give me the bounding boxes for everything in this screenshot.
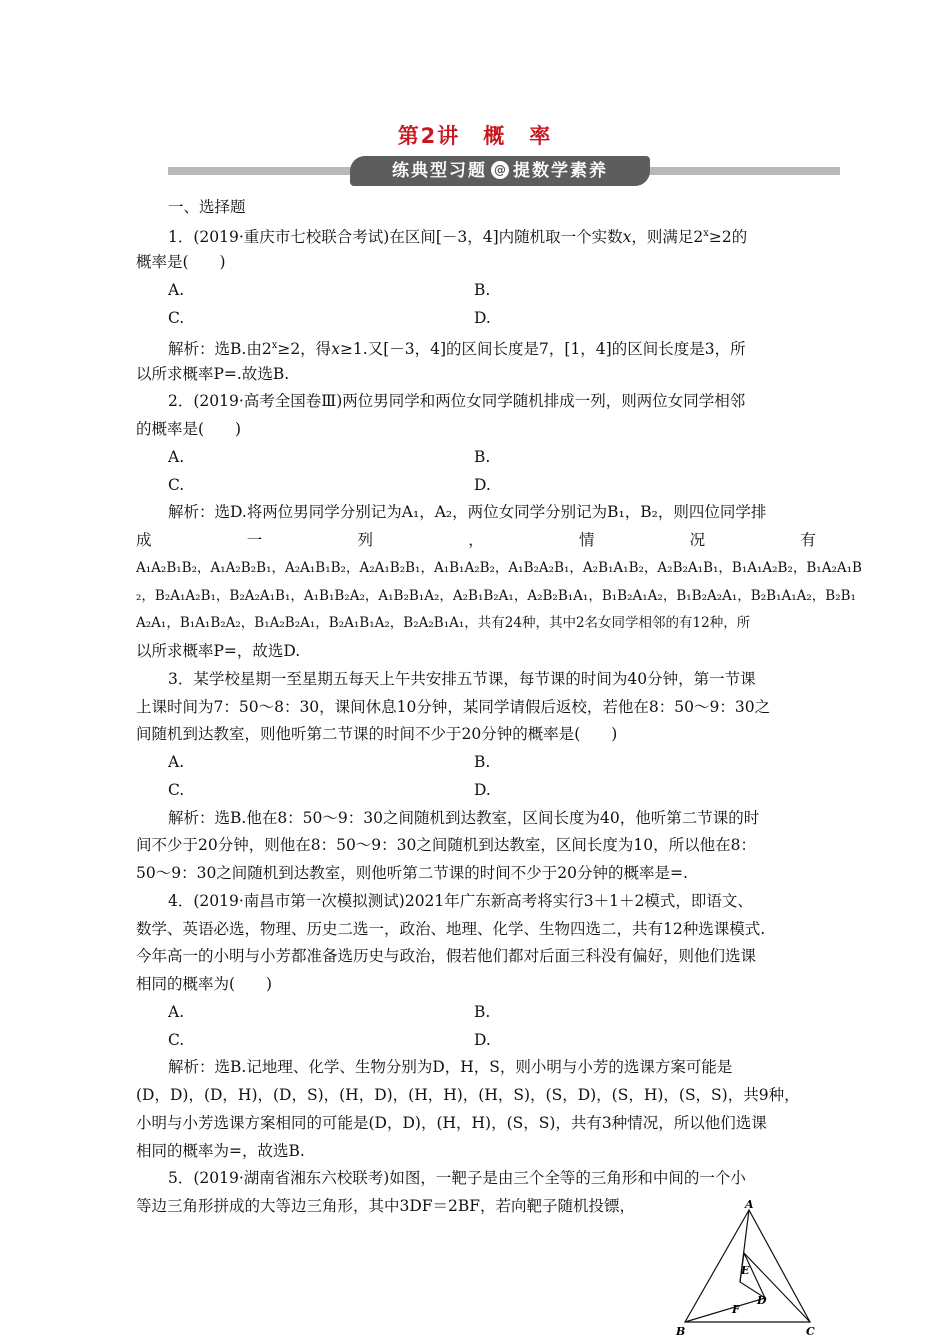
page-title: 第2讲 概 率 <box>397 124 553 148</box>
label-b: B <box>676 1325 686 1338</box>
q1-line2: 概率是( ) <box>136 253 226 271</box>
q2-line2: 的概率是( ) <box>136 420 242 438</box>
label-c: C <box>806 1325 815 1338</box>
q2-option-c: C. <box>168 476 185 494</box>
q1-option-a: A. <box>168 281 185 299</box>
banner-right: 提数学素养 <box>513 161 608 181</box>
q4-line1: 4．(2019·南昌市第一次模拟测试)2021年广东新高考将实行3＋1＋2模式，即语文、 <box>168 892 753 910</box>
q4-option-d: D. <box>474 1031 491 1049</box>
triangle-figure <box>670 1198 830 1344</box>
q2-option-a: A. <box>168 448 185 466</box>
q4-solution-line1: 解析：选B.记地理、化学、生物分别为D，H，S，则小明与小芳的选课方案可能是 <box>168 1058 733 1076</box>
q4-solution-line3: 小明与小芳选课方案相同的可能是(D，D)，(H，H)，(S，S)，共有3种情况，所以他们选课 <box>136 1114 767 1132</box>
q2-solution-line2: 成 一 列 ， 情 况 有 <box>136 531 816 549</box>
banner-left: 练典型习题 <box>392 161 487 181</box>
label-a: A <box>745 1198 754 1211</box>
q4-solution-line2: (D，D)，(D，H)，(D，S)，(H，D)，(H，H)，(H，S)，(S，D)，(S，H)，(S，S)，共9种， <box>136 1086 800 1104</box>
q3-option-b: B. <box>474 753 491 771</box>
q3-option-a: A. <box>168 753 185 771</box>
banner-mid-icon: @ <box>491 161 509 179</box>
label-e: E <box>741 1264 750 1277</box>
q5-line1: 5．(2019·湖南省湘东六校联考)如图，一靶子是由三个全等的三角形和中间的一个小 <box>168 1169 746 1187</box>
q4-solution-line4: 相同的概率为=，故选B. <box>136 1142 305 1160</box>
q3-solution-line1: 解析：选B.他在8：50～9：30之间随机到达教室，区间长度为40，他听第二节课的时 <box>168 809 760 827</box>
q4-line2: 数学、英语必选，物理、历史二选一，政治、地理、化学、生物四选二，共有12种选课模式. <box>136 920 766 938</box>
q3-line2: 上课时间为7：50～8：30，课间休息10分钟，某同学请假后返校，若他在8：50～9：30之 <box>136 698 771 716</box>
q4-line4: 相同的概率为( ) <box>136 975 273 993</box>
q1-solution-line1: 解析：选B.由$2^x\ge 2$，得x≥1.又[－3，4]的区间长度是7，[1，4]的区间长度是3，所 <box>168 340 746 359</box>
q1-option-d: D. <box>474 309 491 327</box>
label-d: D <box>757 1294 767 1307</box>
section-heading: 一、选择题 <box>168 198 246 216</box>
q2-option-b: B. <box>474 448 491 466</box>
q4-line3: 今年高一的小明与小芳都准备选历史与政治，假若他们都对后面三科没有偏好，则他们选课 <box>136 947 757 965</box>
section-banner <box>168 156 840 186</box>
q1-option-b: B. <box>474 281 491 299</box>
q4-option-a: A. <box>168 1003 185 1021</box>
banner-pill <box>350 156 650 186</box>
q1-line1: 1．(2019·重庆市七校联合考试)在区间[－3，4]内随机取一个实数x，则满足$2^x\ge 2$的 <box>168 228 748 247</box>
q3-line3: 间随机到达教室，则他听第二节课的时间不少于20分钟的概率是( ) <box>136 725 618 743</box>
q3-option-c: C. <box>168 781 185 799</box>
q3-option-d: D. <box>474 781 491 799</box>
q3-solution-line3: 50～9：30之间随机到达教室，则他听第二节课的时间不少于20分钟的概率是=. <box>136 864 688 882</box>
q2-solution-line4: ₂，B₂A₁A₂B₁，B₂A₂A₁B₁，A₁B₁B₂A₂，A₁B₂B₁A₂，A₂B₁B₂A₁，A₂B₂B₁A₁，B₁B₂A₁A₂，B₁B₂A₂A₁，B₂B₁A₁A₂，B₂B₁ <box>136 588 856 604</box>
q4-option-b: B. <box>474 1003 491 1021</box>
label-f: F <box>732 1303 740 1316</box>
q2-option-d: D. <box>474 476 491 494</box>
q2-solution-line1: 解析：选D.将两位男同学分别记为A₁，A₂，两位女同学分别记为B₁，B₂，则四位同学排 <box>168 503 767 521</box>
q2-solution-line3: A₁A₂B₁B₂，A₁A₂B₂B₁，A₂A₁B₁B₂，A₂A₁B₂B₁，A₁B₁A₂B₂，A₁B₂A₂B₁，A₂B₁A₁B₂，A₂B₂A₁B₁，B₁A₁A₂B₂，B₁A₂A₁B <box>136 560 862 576</box>
q1-option-c: C. <box>168 309 185 327</box>
q5-line2: 等边三角形拼成的大等边三角形，其中3DF＝2BF，若向靶子随机投镖， <box>136 1197 636 1215</box>
q4-option-c: C. <box>168 1031 185 1049</box>
q2-solution-line5: A₂A₁，B₁A₁B₂A₂，B₁A₂B₂A₁，B₂A₁B₁A₂，B₂A₂B₁A₁，共有24种，其中2名女同学相邻的有12种，所 <box>136 615 751 631</box>
q1-solution-line2: 以所求概率P=.故选B. <box>136 365 290 383</box>
q3-solution-line2: 间不少于20分钟，则他在8：50～9：30之间随机到达教室，区间长度为10，所以他在8： <box>136 836 756 854</box>
q2-line1: 2．(2019·高考全国卷Ⅲ)两位男同学和两位女同学随机排成一列，则两位女同学相邻 <box>168 392 746 410</box>
q3-line1: 3．某学校星期一至星期五每天上午共安排五节课，每节课的时间为40分钟，第一节课 <box>168 670 756 688</box>
q2-solution-line6: 以所求概率P=，故选D. <box>136 642 301 660</box>
